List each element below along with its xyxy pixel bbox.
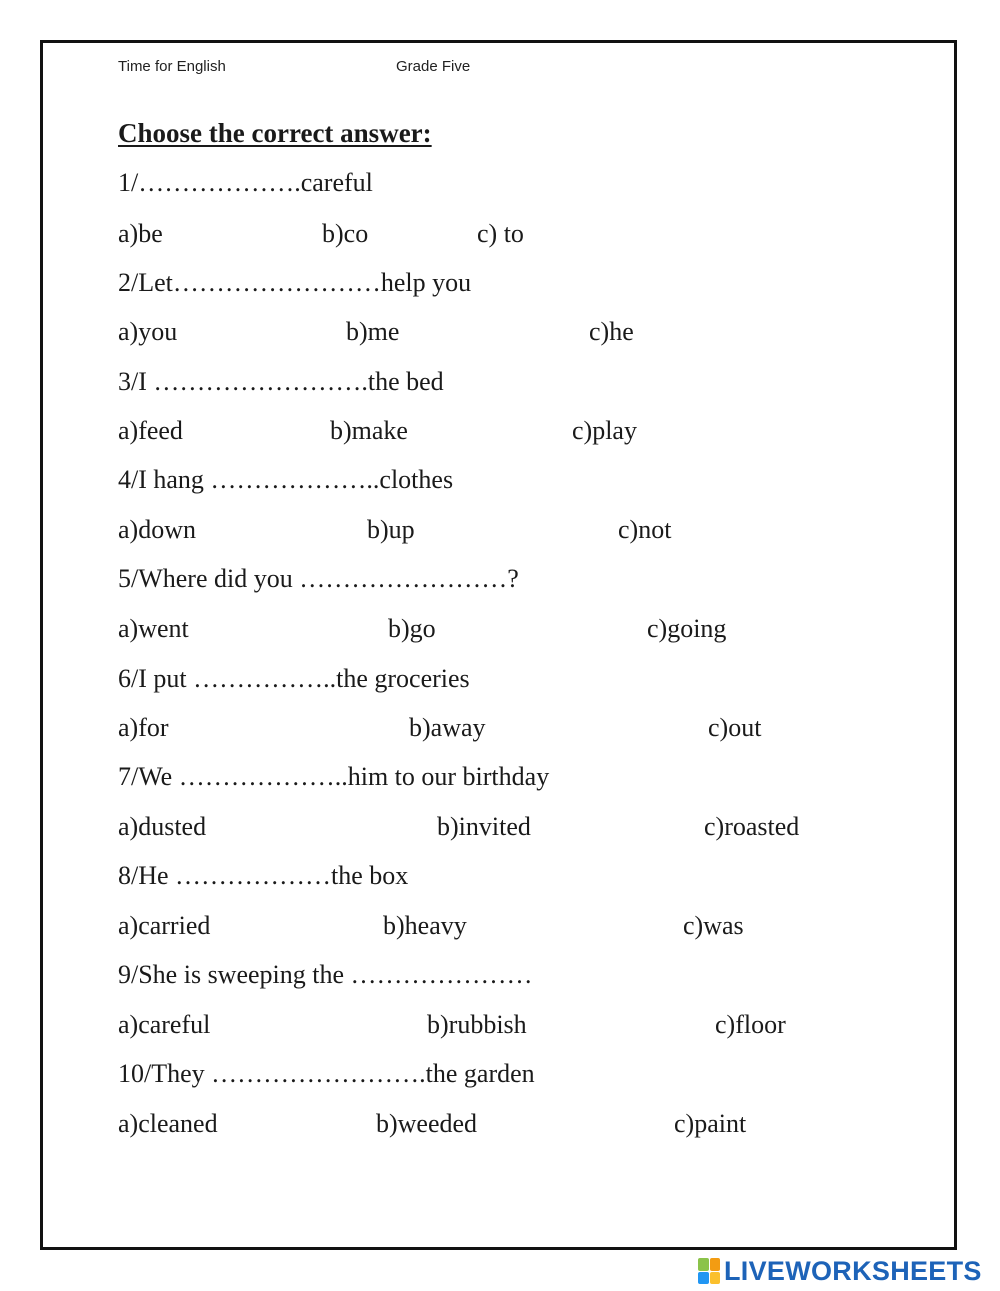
question-9: 9/She is sweeping the ………………… [118, 960, 533, 989]
option-4a[interactable]: a)down [118, 515, 196, 544]
option-8c[interactable]: c)was [683, 911, 744, 940]
header-grade: Grade Five [396, 58, 471, 75]
option-6a[interactable]: a)for [118, 713, 169, 742]
question-2: 2/Let……………………help you [118, 268, 472, 297]
option-10b[interactable]: b)weeded [376, 1109, 478, 1138]
question-8: 8/He ………………the box [118, 861, 409, 890]
question-4: 4/I hang ………………..clothes [118, 465, 454, 494]
page-title: Choose the correct answer: [118, 118, 432, 148]
header-subject: Time for English [118, 58, 226, 75]
logo-text: LIVEWORKSHEETS [724, 1255, 982, 1286]
option-1c[interactable]: c) to [477, 219, 524, 248]
option-5b[interactable]: b)go [388, 614, 436, 643]
question-6: 6/I put ……………..the groceries [118, 664, 470, 693]
option-8b[interactable]: b)heavy [383, 911, 467, 940]
option-7a[interactable]: a)dusted [118, 812, 207, 841]
option-7c[interactable]: c)roasted [704, 812, 800, 841]
option-9a[interactable]: a)careful [118, 1010, 211, 1039]
option-9c[interactable]: c)floor [715, 1010, 786, 1039]
question-5: 5/Where did you ……………………? [118, 564, 519, 593]
option-2a[interactable]: a)you [118, 317, 178, 346]
option-10c[interactable]: c)paint [674, 1109, 747, 1138]
option-6c[interactable]: c)out [708, 713, 762, 742]
question-10: 10/They …………………….the garden [118, 1059, 535, 1088]
option-7b[interactable]: b)invited [437, 812, 531, 841]
option-1b[interactable]: b)co [322, 219, 369, 248]
liveworksheets-logo-icon [698, 1258, 720, 1284]
option-3a[interactable]: a)feed [118, 416, 183, 445]
option-5c[interactable]: c)going [647, 614, 727, 643]
question-3: 3/I …………………….the bed [118, 367, 444, 396]
option-4b[interactable]: b)up [367, 515, 415, 544]
option-2c[interactable]: c)he [589, 317, 634, 346]
liveworksheets-logo [698, 1256, 982, 1286]
question-1: 1/……………….careful [118, 168, 373, 197]
option-10a[interactable]: a)cleaned [118, 1109, 218, 1138]
option-9b[interactable]: b)rubbish [427, 1010, 527, 1039]
option-2b[interactable]: b)me [346, 317, 400, 346]
option-8a[interactable]: a)carried [118, 911, 211, 940]
option-4c[interactable]: c)not [618, 515, 672, 544]
option-6b[interactable]: b)away [409, 713, 486, 742]
option-5a[interactable]: a)went [118, 614, 189, 643]
option-3b[interactable]: b)make [330, 416, 408, 445]
question-7: 7/We ………………..him to our birthday [118, 762, 550, 791]
option-3c[interactable]: c)play [572, 416, 637, 445]
option-1a[interactable]: a)be [118, 219, 163, 248]
